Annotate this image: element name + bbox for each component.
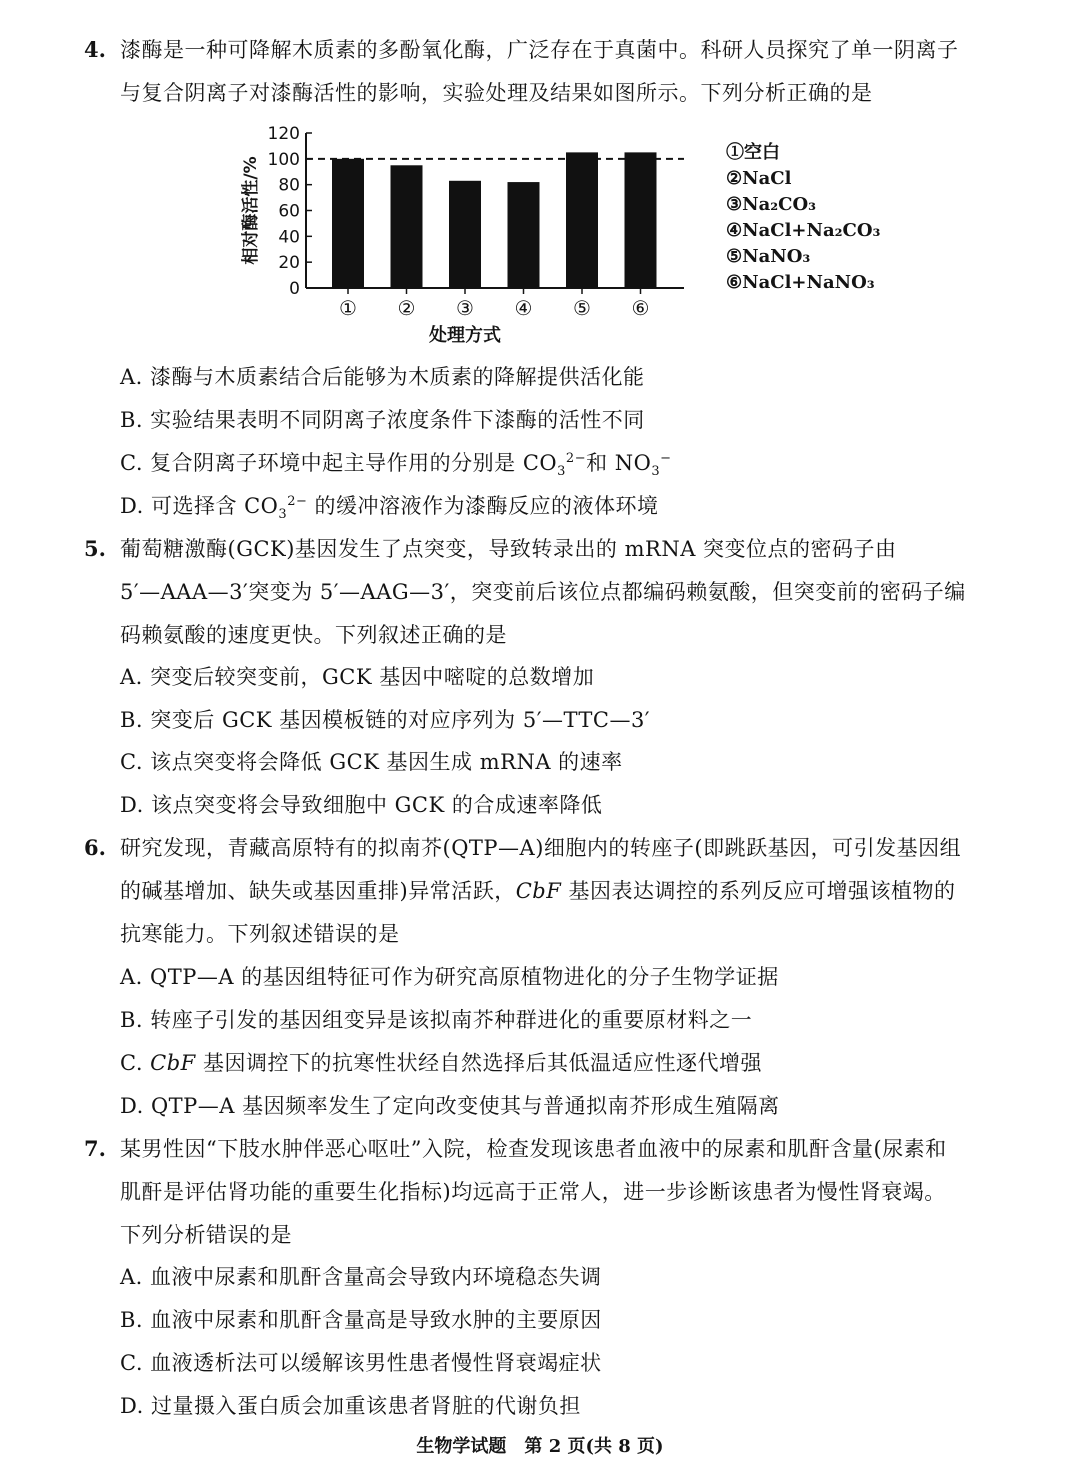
option-a: A. QTP—A 的基因组特征可作为研究高原植物进化的分子生物学证据	[120, 965, 779, 989]
page-footer: 生物学试题 第 2 页(共 8 页)	[416, 1436, 664, 1457]
legend-item: ①空白	[726, 142, 780, 163]
option-text: C. 复合阴离子环境中起主导作用的分别是 CO	[120, 451, 558, 475]
question-stem-line: 码赖氨酸的速度更快。下列叙述正确的是	[120, 623, 507, 647]
subscript: 3	[557, 464, 566, 480]
x-tick-label: ②	[397, 296, 416, 320]
option-b: B. 突变后 GCK 基因模板链的对应序列为 5′—TTC—3′	[120, 708, 651, 732]
bar-4	[508, 182, 540, 288]
option-b: B. 实验结果表明不同阴离子浓度条件下漆酶的活性不同	[120, 408, 645, 432]
option-text: 基因调控下的抗寒性状经自然选择后其低温适应性逐代增强	[195, 1051, 762, 1075]
x-axis-title: 处理方式	[429, 325, 501, 346]
x-tick-label: ⑥	[631, 296, 650, 320]
question-number: 6.	[84, 835, 106, 860]
question-stem-line	[120, 876, 1020, 906]
option-a: A. 血液中尿素和肌酐含量高会导致内环境稳态失调	[120, 1265, 602, 1289]
question-stem-line: 某男性因“下肢水肿伴恶心呕吐”入院，检查发现该患者血液中的尿素和肌酐含量(尿素和	[120, 1137, 947, 1161]
option-text: C.	[120, 1051, 151, 1075]
option-d: D. 过量摄入蛋白质会加重该患者肾脏的代谢负担	[120, 1394, 581, 1418]
legend-item: ⑤NaNO₃	[726, 246, 811, 267]
option-d: D. QTP—A 基因频率发生了定向改变使其与普通拟南芥形成生殖隔离	[120, 1094, 780, 1118]
y-tick-label: 0	[289, 279, 300, 299]
stem-text: 基因表达调控的系列反应可增强该植物的	[561, 879, 956, 903]
y-tick-label: 100	[267, 149, 300, 170]
question-stem-line: 肌酐是评估肾功能的重要生化指标)均远高于正常人，进一步诊断该患者为慢性肾衰竭。	[120, 1180, 946, 1204]
option-text: 的缓冲溶液作为漆酶反应的液体环境	[314, 494, 659, 518]
option-text: D. 可选择含 CO	[120, 494, 279, 518]
question-number: 7.	[84, 1136, 106, 1161]
superscript: −	[660, 451, 672, 466]
bar-5	[566, 152, 598, 288]
gene-name: CbF	[150, 1051, 196, 1075]
legend-item: ③Na₂CO₃	[726, 194, 817, 215]
question-stem-line: 与复合阴离子对漆酶活性的影响，实验处理及结果如图所示。下列分析正确的是	[120, 81, 873, 105]
option-c	[120, 448, 1000, 478]
x-tick-label: ④	[514, 296, 533, 320]
option-a: A. 突变后较突变前，GCK 基因中嘧啶的总数增加	[120, 665, 595, 689]
bar-1	[332, 159, 364, 288]
bar-3	[449, 181, 481, 288]
legend-item: ②NaCl	[726, 168, 792, 189]
legend-item: ⑥NaCl+NaNO₃	[726, 272, 875, 293]
question-number: 5.	[84, 536, 106, 561]
bar-6	[625, 152, 657, 288]
option-c: C. 血液透析法可以缓解该男性患者慢性肾衰竭症状	[120, 1351, 602, 1375]
y-tick-label: 80	[278, 175, 300, 196]
y-tick-label: 120	[267, 124, 300, 144]
subscript: 3	[651, 464, 661, 480]
y-tick-label: 20	[278, 253, 300, 274]
question-stem-line: 抗寒能力。下列叙述错误的是	[120, 922, 400, 946]
stem-text: 的碱基增加、缺失或基因重排)异常活跃，	[120, 879, 516, 903]
bar-2	[391, 165, 423, 288]
y-axis-title: 相对酶活性/%	[241, 156, 261, 265]
superscript: 2−	[565, 451, 587, 466]
chart-legend	[726, 140, 880, 296]
question-stem-line: 5′—AAA—3′突变为 5′—AAG—3′，突变前后该位点都编码赖氨酸，但突变前的密码子编	[120, 580, 966, 604]
question-stem-line: 漆酶是一种可降解木质素的多酚氧化酶，广泛存在于真菌中。科研人员探究了单一阴离子	[120, 38, 959, 62]
y-tick-label: 60	[278, 201, 300, 222]
option-b: B. 血液中尿素和肌酐含量高是导致水肿的主要原因	[120, 1308, 602, 1332]
question-stem-line: 葡萄糖激酶(GCK)基因发生了点突变，导致转录出的 mRNA 突变位点的密码子由	[120, 537, 897, 561]
legend-item: ④NaCl+Na₂CO₃	[726, 220, 881, 241]
option-d	[120, 491, 1000, 521]
option-c	[120, 1048, 1000, 1078]
option-d: D. 该点突变将会导致细胞中 GCK 的合成速率降低	[120, 793, 603, 817]
option-c: C. 该点突变将会降低 GCK 基因生成 mRNA 的速率	[120, 750, 623, 774]
question-stem-line: 研究发现，青藏高原特有的拟南芥(QTP—A)细胞内的转座子(即跳跃基因，可引发基因组	[120, 836, 962, 860]
x-tick-label: ①	[339, 296, 357, 320]
option-a: A. 漆酶与木质素结合后能够为木质素的降解提供活化能	[120, 365, 645, 389]
superscript: 2−	[287, 494, 308, 509]
subscript: 3	[278, 507, 288, 523]
enzyme-activity-bar-chart	[230, 118, 710, 353]
question-number: 4.	[84, 37, 106, 62]
x-tick-label: ⑤	[573, 296, 591, 320]
option-b: B. 转座子引发的基因组变异是该拟南芥种群进化的重要原材料之一	[120, 1008, 753, 1032]
y-tick-label: 40	[278, 227, 300, 248]
chart-bars	[332, 152, 657, 288]
x-tick-label: ③	[456, 296, 474, 320]
option-text: 和 NO	[586, 451, 652, 475]
gene-name: CbF	[515, 879, 562, 903]
question-stem-line: 下列分析错误的是	[120, 1223, 292, 1247]
